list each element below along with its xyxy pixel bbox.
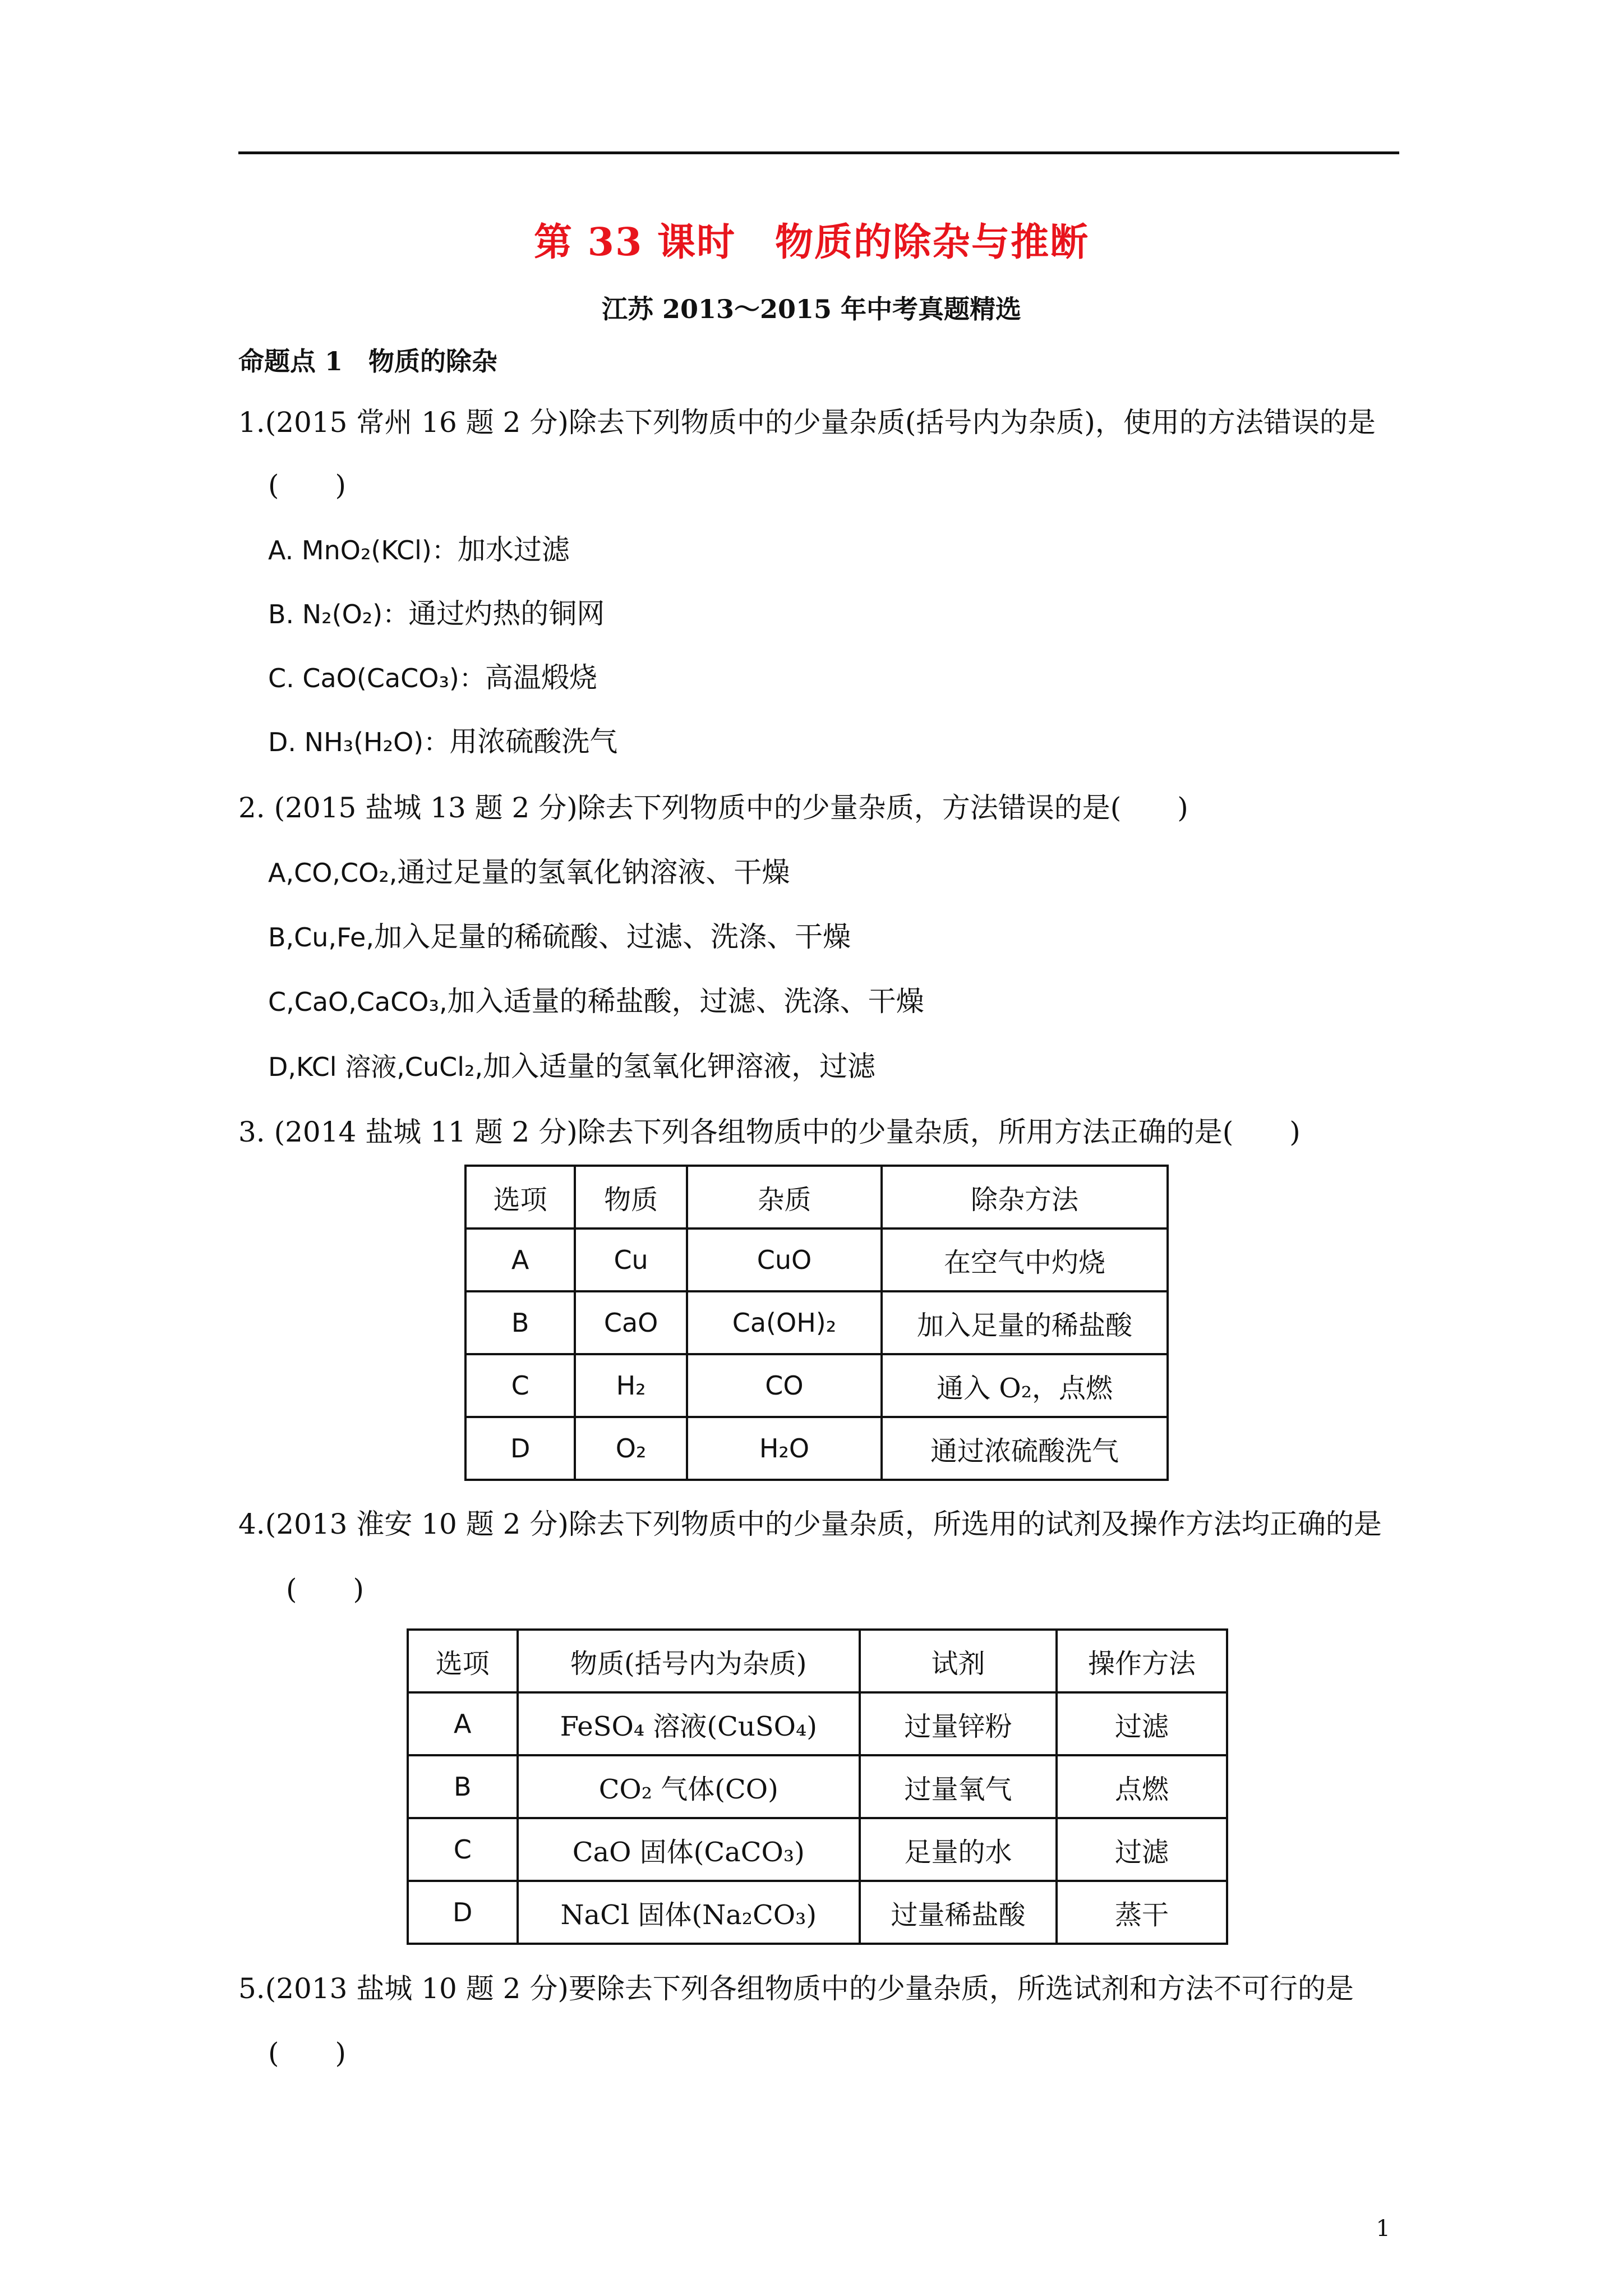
table-cell: H₂O xyxy=(687,1417,882,1480)
table-row xyxy=(465,1417,1168,1480)
table-cell: 在空气中灼烧 xyxy=(882,1228,1168,1291)
table-header-cell: 杂质 xyxy=(687,1166,882,1228)
table-row xyxy=(408,1692,1227,1755)
table-cell: 加入足量的稀盐酸 xyxy=(882,1291,1168,1354)
question-1-option-b: B. N₂(O₂)：通过灼热的铜网 xyxy=(268,597,605,630)
question-1-option-a: A. MnO₂(KCl)：加水过滤 xyxy=(268,533,570,566)
page-title: 第 33 课时 物质的除杂与推断 xyxy=(534,220,1089,265)
section-heading: 命题点 1 物质的除杂 xyxy=(238,346,498,376)
question-2-option-b: B,Cu,Fe,加入足量的稀硫酸、过滤、洗涤、干燥 xyxy=(268,921,851,953)
question-2-stem: 2. (2015 盐城 13 题 2 分)除去下列物质中的少量杂质，方法错误的是( ) xyxy=(238,792,1188,824)
table-cell: B xyxy=(465,1291,575,1354)
table-row xyxy=(408,1818,1227,1881)
table-header-cell: 物质(括号内为杂质) xyxy=(518,1630,860,1692)
table-header-row xyxy=(408,1630,1227,1692)
question-2-option-a: A,CO,CO₂,通过足量的氢氧化钠溶液、干燥 xyxy=(268,856,790,889)
question-2-option-d: D,KCl 溶液,CuCl₂,加入适量的氢氧化钾溶液，过滤 xyxy=(268,1050,876,1083)
table-cell: CO xyxy=(687,1354,882,1417)
table-header-cell: 选项 xyxy=(408,1630,518,1692)
table-cell: O₂ xyxy=(575,1417,687,1480)
table-cell: C xyxy=(465,1354,575,1417)
table-cell: C xyxy=(408,1818,518,1881)
table-cell: 过量稀盐酸 xyxy=(860,1881,1057,1944)
page-subtitle: 江苏 2013～2015 年中考真题精选 xyxy=(601,294,1022,324)
table-cell: 过滤 xyxy=(1057,1692,1227,1755)
table-header-row xyxy=(465,1166,1168,1228)
table-cell: 过量锌粉 xyxy=(860,1692,1057,1755)
table-cell: 过量氧气 xyxy=(860,1755,1057,1818)
table-cell: B xyxy=(408,1755,518,1818)
table-header-cell: 试剂 xyxy=(860,1630,1057,1692)
table-row xyxy=(465,1354,1168,1417)
question-1-stem: 1.(2015 常州 16 题 2 分)除去下列物质中的少量杂质(括号内为杂质)，使用的方法错误的是 xyxy=(238,406,1376,439)
table-cell: A xyxy=(465,1228,575,1291)
question-3-table xyxy=(464,1165,1169,1481)
question-5-stem: 5.(2013 盐城 10 题 2 分)要除去下列各组物质中的少量杂质，所选试剂和方法不可行的是 xyxy=(238,1972,1354,2005)
table-header-cell: 物质 xyxy=(575,1166,687,1228)
table-cell: NaCl 固体(Na₂CO₃) xyxy=(518,1881,860,1944)
table-cell: CaO 固体(CaCO₃) xyxy=(518,1818,860,1881)
table-cell: D xyxy=(408,1881,518,1944)
table-cell: 通过浓硫酸洗气 xyxy=(882,1417,1168,1480)
table-row xyxy=(408,1881,1227,1944)
table-cell: 足量的水 xyxy=(860,1818,1057,1881)
table-header-cell: 除杂方法 xyxy=(882,1166,1168,1228)
table-header-cell: 操作方法 xyxy=(1057,1630,1227,1692)
table-cell: CuO xyxy=(687,1228,882,1291)
question-4-stem: 4.(2013 淮安 10 题 2 分)除去下列物质中的少量杂质，所选用的试剂及操作方法均正确的是 xyxy=(238,1508,1382,1540)
question-5-blank: ( ) xyxy=(268,2037,347,2069)
table-row xyxy=(408,1755,1227,1818)
question-1-option-d: D. NH₃(H₂O)：用浓硫酸洗气 xyxy=(268,725,618,758)
table-header-cell: 选项 xyxy=(465,1166,575,1228)
page-number: 1 xyxy=(1376,2216,1390,2242)
table-row xyxy=(465,1291,1168,1354)
question-1-option-c: C. CaO(CaCO₃)：高温煅烧 xyxy=(268,661,597,694)
table-cell: D xyxy=(465,1417,575,1480)
table-cell: FeSO₄ 溶液(CuSO₄) xyxy=(518,1692,860,1755)
table-cell: CaO xyxy=(575,1291,687,1354)
table-cell: H₂ xyxy=(575,1354,687,1417)
table-cell: A xyxy=(408,1692,518,1755)
table-cell: 过滤 xyxy=(1057,1818,1227,1881)
question-1-blank: ( ) xyxy=(268,469,347,501)
question-4-table xyxy=(407,1628,1228,1945)
table-cell: 点燃 xyxy=(1057,1755,1227,1818)
table-row xyxy=(465,1228,1168,1291)
table-cell: Cu xyxy=(575,1228,687,1291)
top-rule xyxy=(238,151,1399,154)
table-cell: 蒸干 xyxy=(1057,1881,1227,1944)
question-2-option-c: C,CaO,CaCO₃,加入适量的稀盐酸，过滤、洗涤、干燥 xyxy=(268,985,924,1018)
table-cell: 通入 O₂，点燃 xyxy=(882,1354,1168,1417)
question-4-blank: ( ) xyxy=(286,1573,365,1605)
question-3-stem: 3. (2014 盐城 11 题 2 分)除去下列各组物质中的少量杂质，所用方法正确的是( ) xyxy=(238,1116,1301,1148)
table-cell: CO₂ 气体(CO) xyxy=(518,1755,860,1818)
table-cell: Ca(OH)₂ xyxy=(687,1291,882,1354)
